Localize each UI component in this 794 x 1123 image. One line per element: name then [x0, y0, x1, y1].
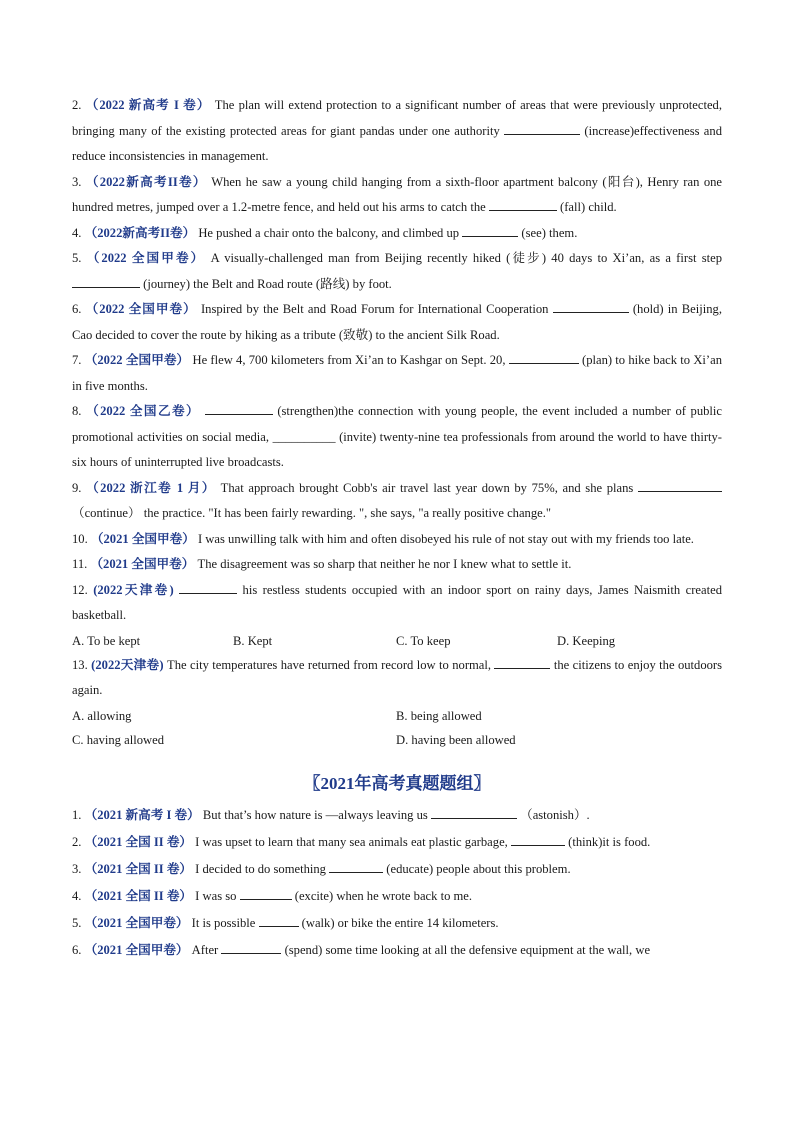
answer-blank[interactable]: [431, 805, 517, 819]
answer-blank[interactable]: [179, 580, 237, 594]
questions-2022: [72, 93, 722, 629]
question-item: [72, 883, 722, 910]
question-number: 8.: [72, 404, 82, 418]
question-item: [72, 476, 722, 527]
question-text: A visually-challenged man from Beijing recently hiked (徒步) 40 days to Xi’an, as a first step: [210, 251, 723, 265]
question-text: After: [191, 942, 219, 957]
question-item: [72, 856, 722, 883]
question-number: 2.: [72, 98, 82, 112]
question-number: 5.: [72, 251, 82, 265]
question-text: I was so: [195, 888, 237, 903]
question-number: 5.: [72, 915, 82, 930]
question-source-tag: （2021 全国甲卷）: [90, 557, 195, 571]
question-text: When he saw a young child hanging from a sixth-floor apartment balcony (阳台), Henry ran one hundred metres, jumped over a 1.2-metre fence, and held out his arms to catch the: [72, 174, 723, 214]
answer-blank[interactable]: [462, 223, 518, 237]
question-item: [72, 170, 722, 221]
question-text: He pushed a chair onto the balcony, and climbed up: [198, 225, 460, 240]
question-text-after: (plan) to hike back to Xi’an in five months.: [72, 353, 722, 393]
question-text-after: (fall) child.: [560, 200, 617, 214]
question-number: 3.: [72, 174, 82, 189]
question-text: I was unwilling talk with him and often disobeyed his rule of not stay out with my friends too late.: [197, 531, 694, 546]
question-text-after: (hold) in Beijing, Cao decided to cover the route by hiking as a tribute (致敬) to the ancient Silk Road.: [72, 302, 722, 342]
question-number: 3.: [72, 861, 82, 876]
question-item: [72, 93, 722, 170]
question-item: [72, 802, 722, 829]
question-text: I decided to do something: [195, 861, 326, 876]
option-d[interactable]: D. having been allowed: [396, 732, 516, 747]
question-text: The disagreement was so sharp that neither he nor I knew what to settle it.: [197, 557, 572, 571]
question-number: 13.: [72, 657, 88, 672]
answer-blank[interactable]: [221, 940, 281, 954]
question-source-tag: （2022 新高考 I 卷）: [85, 98, 211, 112]
question-text-after: (journey) the Belt and Road route (路线) by foot.: [143, 276, 392, 291]
question-13: [72, 653, 722, 704]
answer-blank[interactable]: [72, 274, 140, 288]
option-a[interactable]: A. allowing: [72, 708, 132, 723]
question-number: 6.: [72, 302, 82, 316]
question-number: 9.: [72, 480, 82, 495]
answer-blank[interactable]: [553, 299, 629, 313]
answer-blank[interactable]: [240, 886, 292, 900]
answer-blank[interactable]: [494, 655, 550, 669]
option-c[interactable]: C. To keep: [396, 633, 451, 648]
question-source-tag: （2021 全国甲卷）: [90, 531, 195, 546]
question-source-tag: （2022 全国甲卷）: [85, 302, 197, 316]
question-number: 7.: [72, 353, 82, 367]
question-number: 4.: [72, 225, 82, 240]
question-item: [72, 221, 722, 247]
question-source-tag: (2022天津卷): [91, 657, 164, 672]
question-item: [72, 578, 722, 629]
option-d[interactable]: D. Keeping: [557, 633, 616, 648]
question-text: The plan will extend protection to a significant number of areas that were previously unprotected, bringing many of the existing protected areas for giant pandas under one authority: [72, 98, 722, 138]
question-text: It is possible: [191, 915, 256, 930]
option-c[interactable]: C. having allowed: [72, 732, 164, 747]
question-text: Inspired by the Belt and Road Forum for International Cooperation: [200, 302, 549, 316]
question-source-tag: （2021 全国甲卷）: [84, 942, 189, 957]
option-a[interactable]: A. To be kept: [72, 633, 141, 648]
question-source-tag: （2022新高考II卷）: [85, 174, 207, 189]
answer-blank[interactable]: [205, 401, 273, 415]
question-source-tag: （2022 全国乙卷）: [86, 404, 201, 418]
question-text: But that’s how nature is —always leaving us: [202, 807, 428, 822]
question-source-tag: (2022天津卷): [93, 582, 174, 597]
question-item: [72, 829, 722, 856]
question-source-tag: （2021 全国 II 卷）: [84, 861, 193, 876]
question-text-after: (strengthen)the connection with young people, the event included a number of public promotional activities on social media, __________ (invite) twenty-nine tea professionals from around the world to have thirty-six hours of uninterrupted live broadcasts.: [72, 404, 723, 469]
option-b[interactable]: B. being allowed: [396, 708, 482, 723]
answer-blank[interactable]: [509, 350, 579, 364]
q13-options-row-1: [72, 704, 722, 728]
question-text-after: his restless students occupied with an indoor sport on rainy days, James Naismith created basketball.: [72, 582, 722, 622]
question-item: [72, 246, 722, 297]
question-text-after: (spend) some time looking at all the defensive equipment at the wall, we: [284, 942, 651, 957]
question-item: [72, 937, 722, 964]
answer-blank[interactable]: [511, 832, 565, 846]
question-text-after: (think)it is food.: [568, 834, 651, 849]
question-text-after: (increase)effectiveness and reduce inconsistencies in management.: [72, 123, 722, 163]
question-number: 6.: [72, 942, 82, 957]
question-text: He flew 4, 700 kilometers from Xi’an to Kashgar on Sept. 20,: [192, 353, 506, 367]
question-number: 12.: [72, 582, 88, 597]
question-source-tag: （2021 全国甲卷）: [84, 915, 189, 930]
question-text-after: (see) them.: [521, 225, 578, 240]
question-source-tag: （2022 浙江卷 1 月）: [86, 480, 217, 495]
question-list: [72, 93, 722, 964]
question-text-after: (educate) people about this problem.: [386, 861, 571, 876]
question-item: [72, 910, 722, 937]
question-text: I was upset to learn that many sea animals eat plastic garbage,: [195, 834, 508, 849]
question-item: [72, 348, 722, 399]
answer-blank[interactable]: [329, 859, 383, 873]
section-title: 〖2021年高考真题题组〗: [303, 773, 491, 793]
question-number: 2.: [72, 834, 82, 849]
option-b[interactable]: B. Kept: [233, 633, 273, 648]
answer-blank[interactable]: [489, 197, 557, 211]
answer-blank[interactable]: [638, 478, 722, 492]
question-item: [72, 527, 722, 553]
question-item: [72, 552, 722, 578]
question-number: 1.: [72, 807, 82, 822]
question-number: 10.: [72, 531, 88, 546]
q13-options-row-2: [72, 728, 722, 752]
question-number: 4.: [72, 888, 82, 903]
question-text-after: (excite) when he wrote back to me.: [294, 888, 473, 903]
question-source-tag: （2022 全国甲卷）: [86, 251, 206, 265]
question-text: The city temperatures have returned from record low to normal,: [167, 657, 492, 672]
questions-2021: [72, 802, 722, 964]
question-text: That approach brought Cobb's air travel last year down by 75%, and she plans: [220, 480, 634, 495]
question-source-tag: （2021 全国 II 卷）: [84, 834, 193, 849]
question-text-after: （continue） the practice. "It has been fairly rewarding. ", she says, "a really positive change.": [72, 506, 552, 520]
question-item: [72, 297, 722, 348]
q12-options: [72, 629, 722, 653]
question-source-tag: （2021 全国 II 卷）: [84, 888, 193, 903]
question-item: [72, 399, 722, 476]
answer-blank[interactable]: [259, 913, 299, 927]
question-source-tag: （2022 全国甲卷）: [84, 353, 190, 367]
question-text-after: the citizens to enjoy the outdoors again.: [72, 657, 723, 697]
question-number: 11.: [72, 557, 88, 571]
question-source-tag: （2021 新高考 I 卷）: [84, 807, 200, 822]
question-source-tag: （2022新高考II卷）: [84, 225, 196, 240]
question-text-after: （astonish）.: [520, 807, 590, 822]
question-text-after: (walk) or bike the entire 14 kilometers.: [301, 915, 499, 930]
answer-blank[interactable]: [504, 121, 580, 135]
